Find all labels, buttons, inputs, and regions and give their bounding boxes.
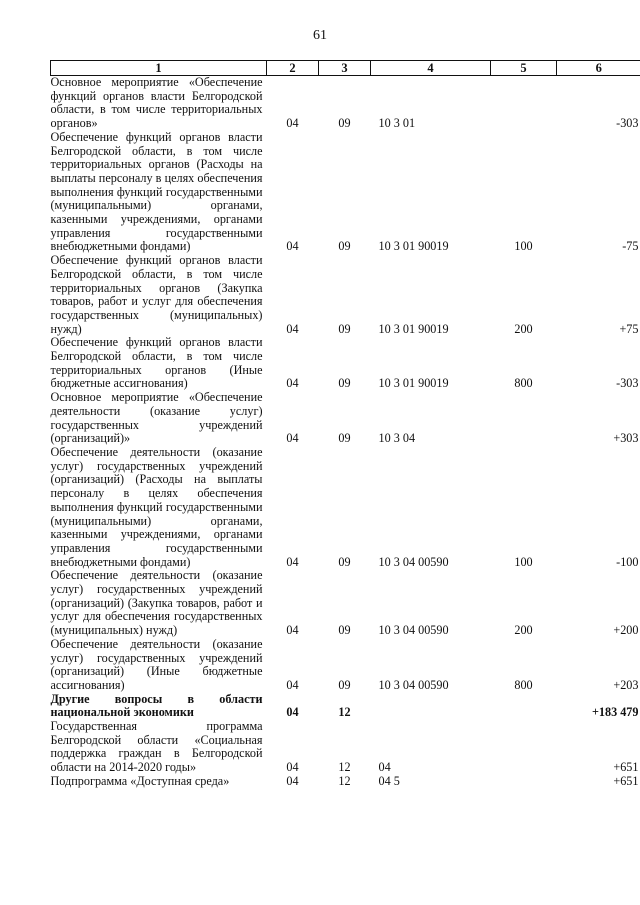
column-header-5: 5 xyxy=(491,61,557,76)
row-expense-type-code xyxy=(491,76,557,131)
column-header-6: 6 xyxy=(557,61,640,76)
row-target-item-code: 10 3 01 90019 xyxy=(378,321,449,336)
table-row xyxy=(51,76,640,131)
row-subsection-code: 12 xyxy=(338,760,351,775)
table-header xyxy=(51,61,640,76)
row-target-item-code: 04 xyxy=(378,760,391,775)
row-expense-type-code xyxy=(491,720,557,775)
table-row xyxy=(51,391,640,446)
row-expense-type-code: 200 xyxy=(514,623,533,638)
row-section-code: 04 xyxy=(286,554,299,569)
page-number: 61 xyxy=(313,28,327,43)
row-expense-type-code xyxy=(491,775,557,789)
row-target-item-code: 10 3 01 xyxy=(378,116,416,131)
column-header-3: 3 xyxy=(319,61,371,76)
table-row xyxy=(51,569,640,638)
row-section-code: 04 xyxy=(286,705,299,720)
row-target-item-code: 10 3 04 00590 xyxy=(378,677,449,692)
row-target-item-code: 04 5 xyxy=(378,773,400,788)
row-description: Государственная программа Белгородской области «Социальная поддержка граждан в Белгородской области на 2014-2020 годы» xyxy=(50,719,263,775)
row-expense-type-code: 200 xyxy=(514,321,533,336)
row-description: Основное мероприятие «Обеспечение функций органов власти Белгородской области, в том числе территориальных органов» xyxy=(50,75,263,131)
row-expense-type-code: 100 xyxy=(514,554,533,569)
row-amount-change: -75 xyxy=(622,239,639,254)
row-target-item-code: 10 3 04 00590 xyxy=(378,554,449,569)
column-header-4: 4 xyxy=(371,61,491,76)
row-subsection-code: 09 xyxy=(338,321,351,336)
row-description: Обеспечение деятельности (оказание услуг) государственных учреждений (организаций) (Расходы на выплаты персоналу в целях обеспечения выполнения функций государственными (муниципальными) органами, казенными учреждениями, органами управления государственными внебюджетными фондами) xyxy=(50,444,263,569)
row-description: Обеспечение деятельности (оказание услуг) государственных учреждений (организаций) (Иные бюджетные ассигнования) xyxy=(50,636,263,692)
row-description: Обеспечение деятельности (оказание услуг) государственных учреждений (организаций) (Закупка товаров, работ и услуг для обеспечения государственных (муниципальных) нужд) xyxy=(50,568,263,638)
table-row xyxy=(51,638,640,693)
row-amount-change: +203 xyxy=(613,677,639,692)
row-expense-type-code: 800 xyxy=(514,376,533,391)
row-description: Обеспечение функций органов власти Белгородской области, в том числе территориальных органов (Расходы на выплаты персоналу в целях обеспечения выполнения функций государственными (муниципальными) органами, казенными учреждениями, органами управления государственными внебюджетными фондами) xyxy=(50,129,263,254)
row-description: Обеспечение функций органов власти Белгородской области, в том числе территориальных органов (Закупка товаров, работ и услуг для обеспечения государственных (муниципальных) нужд) xyxy=(50,253,263,336)
row-section-code: 04 xyxy=(286,677,299,692)
row-amount-change: +651 xyxy=(613,773,639,788)
row-subsection-code: 09 xyxy=(338,239,351,254)
row-amount-change: +75 xyxy=(619,321,639,336)
row-subsection-code: 09 xyxy=(338,554,351,569)
row-amount-change: +200 xyxy=(613,623,639,638)
row-target-item-code: 10 3 04 00590 xyxy=(378,623,449,638)
table-row xyxy=(51,131,640,254)
row-section-code: 04 xyxy=(286,431,299,446)
table-row xyxy=(51,254,640,336)
row-amount-change: -303 xyxy=(616,116,639,131)
row-section-code: 04 xyxy=(286,623,299,638)
table-row xyxy=(51,720,640,775)
row-expense-type-code: 100 xyxy=(514,239,533,254)
table-row xyxy=(51,693,640,720)
row-subsection-code: 09 xyxy=(338,677,351,692)
row-amount-change: +651 xyxy=(613,760,639,775)
row-amount-change: -303 xyxy=(616,376,639,391)
row-target-item-code xyxy=(371,693,491,720)
row-subsection-code: 09 xyxy=(338,116,351,131)
row-description: Основное мероприятие «Обеспечение деятельности (оказание услуг) государственных учреждений (организаций)» xyxy=(50,390,263,446)
table-row xyxy=(51,336,640,391)
row-description: Подпрограмма «Доступная среда» xyxy=(50,773,230,788)
table-row xyxy=(51,446,640,569)
row-target-item-code: 10 3 04 xyxy=(378,431,416,446)
row-subsection-code: 12 xyxy=(338,773,351,788)
table-row xyxy=(51,775,640,789)
row-expense-type-code: 800 xyxy=(514,677,533,692)
row-target-item-code: 10 3 01 90019 xyxy=(378,376,449,391)
row-section-code: 04 xyxy=(286,239,299,254)
row-expense-type-code xyxy=(491,693,557,720)
table-body xyxy=(51,76,640,789)
budget-table xyxy=(50,60,640,789)
row-subsection-code: 09 xyxy=(338,376,351,391)
row-target-item-code: 10 3 01 90019 xyxy=(378,239,449,254)
row-section-code: 04 xyxy=(286,321,299,336)
row-amount-change: -100 xyxy=(616,554,639,569)
row-amount-change: +303 xyxy=(613,431,639,446)
column-header-1: 1 xyxy=(51,61,267,76)
row-amount-change: +183 479 xyxy=(591,705,639,720)
header-row xyxy=(51,61,640,76)
row-section-code: 04 xyxy=(286,116,299,131)
row-subsection-code: 12 xyxy=(338,705,351,720)
row-section-code: 04 xyxy=(286,760,299,775)
row-description: Другие вопросы в области национальной экономики xyxy=(50,691,263,720)
row-subsection-code: 09 xyxy=(338,431,351,446)
column-header-2: 2 xyxy=(267,61,319,76)
row-expense-type-code xyxy=(491,391,557,446)
row-subsection-code: 09 xyxy=(338,623,351,638)
row-section-code: 04 xyxy=(286,376,299,391)
row-section-code: 04 xyxy=(286,773,299,788)
row-description: Обеспечение функций органов власти Белгородской области, в том числе территориальных органов (Иные бюджетные ассигнования) xyxy=(50,335,263,391)
